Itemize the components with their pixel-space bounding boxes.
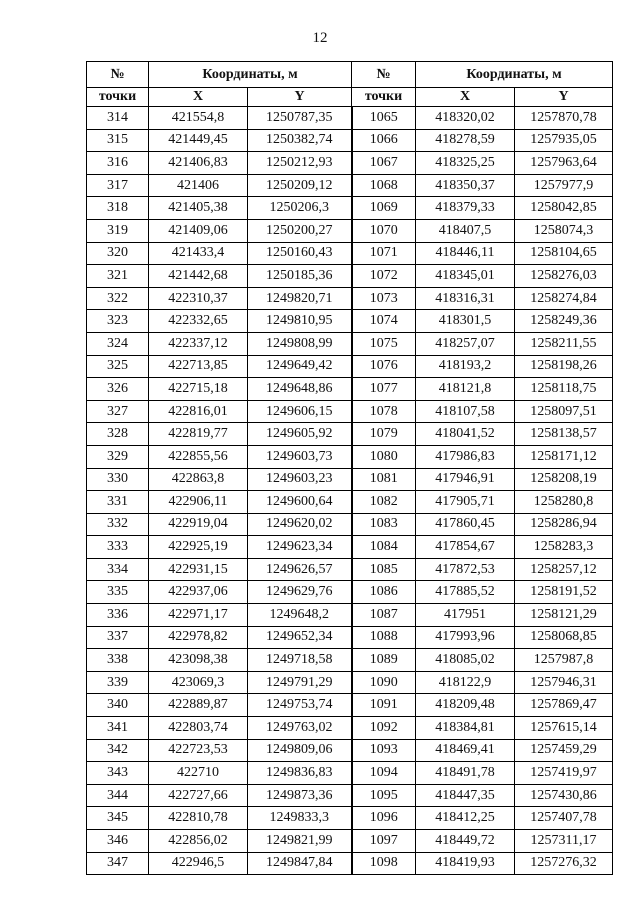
point-number-cell: 1084 — [352, 536, 416, 559]
x-coordinate-cell: 422710 — [149, 762, 248, 785]
y-coordinate-cell: 1249603,23 — [248, 468, 352, 491]
point-number-cell: 1090 — [352, 671, 416, 694]
x-coordinate-cell: 421405,38 — [149, 197, 248, 220]
y-coordinate-cell: 1257977,9 — [515, 174, 613, 197]
x-coordinate-cell: 418379,33 — [416, 197, 515, 220]
point-number-cell: 346 — [87, 830, 149, 853]
point-number-cell: 337 — [87, 626, 149, 649]
point-number-cell: 1095 — [352, 784, 416, 807]
point-number-cell: 1065 — [352, 107, 416, 130]
y-coordinate-cell: 1257870,78 — [515, 107, 613, 130]
x-coordinate-cell: 422946,5 — [149, 852, 248, 875]
point-number-cell: 319 — [87, 219, 149, 242]
x-coordinate-cell: 422723,53 — [149, 739, 248, 762]
x-coordinate-cell: 422863,8 — [149, 468, 248, 491]
table-row — [87, 174, 613, 197]
table-row — [87, 717, 613, 740]
point-number-cell: 1070 — [352, 219, 416, 242]
x-coordinate-cell: 422727,66 — [149, 784, 248, 807]
y-coordinate-cell: 1257276,32 — [515, 852, 613, 875]
x-header-right: X — [416, 88, 515, 107]
point-number-cell: 325 — [87, 355, 149, 378]
table-row — [87, 807, 613, 830]
y-coordinate-cell: 1250160,43 — [248, 242, 352, 265]
point-number-cell: 1098 — [352, 852, 416, 875]
coordinates-table — [86, 61, 613, 875]
table-row — [87, 581, 613, 604]
x-coordinate-cell: 418345,01 — [416, 265, 515, 288]
x-coordinate-cell: 418301,5 — [416, 310, 515, 333]
table-row — [87, 536, 613, 559]
x-coordinate-cell: 423069,3 — [149, 671, 248, 694]
point-number-cell: 324 — [87, 332, 149, 355]
x-coordinate-cell: 417854,67 — [416, 536, 515, 559]
x-coordinate-cell: 422906,11 — [149, 491, 248, 514]
x-coordinate-cell: 418469,41 — [416, 739, 515, 762]
point-number-cell: 344 — [87, 784, 149, 807]
point-number-cell: 1085 — [352, 558, 416, 581]
y-coordinate-cell: 1257419,97 — [515, 762, 613, 785]
point-number-cell: 322 — [87, 287, 149, 310]
table-row — [87, 830, 613, 853]
y-coordinate-cell: 1258257,12 — [515, 558, 613, 581]
y-coordinate-cell: 1257935,05 — [515, 129, 613, 152]
y-coordinate-cell: 1258198,26 — [515, 355, 613, 378]
point-number-cell: 1079 — [352, 423, 416, 446]
table-row — [87, 219, 613, 242]
x-coordinate-cell: 418041,52 — [416, 423, 515, 446]
table-row — [87, 762, 613, 785]
y-coordinate-cell: 1249605,92 — [248, 423, 352, 446]
point-number-cell: 1096 — [352, 807, 416, 830]
table-row — [87, 694, 613, 717]
y-coordinate-cell: 1258138,57 — [515, 423, 613, 446]
y-coordinate-cell: 1258274,84 — [515, 287, 613, 310]
x-coordinate-cell: 422925,19 — [149, 536, 248, 559]
y-coordinate-cell: 1250209,12 — [248, 174, 352, 197]
x-coordinate-cell: 418085,02 — [416, 649, 515, 672]
point-number-cell: 329 — [87, 445, 149, 468]
y-coordinate-cell: 1249652,34 — [248, 626, 352, 649]
x-coordinate-cell: 422816,01 — [149, 400, 248, 423]
point-number-cell: 1068 — [352, 174, 416, 197]
x-coordinate-cell: 422971,17 — [149, 604, 248, 627]
point-number-header-right: № — [352, 62, 416, 88]
point-number-cell: 330 — [87, 468, 149, 491]
y-coordinate-cell: 1249810,95 — [248, 310, 352, 333]
point-label-right: точки — [352, 88, 416, 107]
y-coordinate-cell: 1249606,15 — [248, 400, 352, 423]
x-coordinate-cell: 422819,77 — [149, 423, 248, 446]
x-coordinate-cell: 423098,38 — [149, 649, 248, 672]
point-number-cell: 1083 — [352, 513, 416, 536]
table-row — [87, 423, 613, 446]
table-row — [87, 152, 613, 175]
y-header-right: Y — [515, 88, 613, 107]
table-row — [87, 626, 613, 649]
y-coordinate-cell: 1250787,35 — [248, 107, 352, 130]
x-coordinate-cell: 417986,83 — [416, 445, 515, 468]
x-coordinate-cell: 421406 — [149, 174, 248, 197]
y-coordinate-cell: 1249873,36 — [248, 784, 352, 807]
x-coordinate-cell: 418325,25 — [416, 152, 515, 175]
point-number-cell: 1080 — [352, 445, 416, 468]
x-coordinate-cell: 418449,72 — [416, 830, 515, 853]
y-coordinate-cell: 1258042,85 — [515, 197, 613, 220]
point-number-cell: 339 — [87, 671, 149, 694]
y-coordinate-cell: 1249648,2 — [248, 604, 352, 627]
point-number-cell: 1074 — [352, 310, 416, 333]
table-row — [87, 513, 613, 536]
x-coordinate-cell: 417905,71 — [416, 491, 515, 514]
table-row — [87, 400, 613, 423]
y-coordinate-cell: 1258118,75 — [515, 378, 613, 401]
table-row — [87, 671, 613, 694]
point-number-cell: 1067 — [352, 152, 416, 175]
y-coordinate-cell: 1249600,64 — [248, 491, 352, 514]
y-coordinate-cell: 1258286,94 — [515, 513, 613, 536]
y-coordinate-cell: 1258276,03 — [515, 265, 613, 288]
y-coordinate-cell: 1249791,29 — [248, 671, 352, 694]
point-number-cell: 1082 — [352, 491, 416, 514]
y-coordinate-cell: 1249833,3 — [248, 807, 352, 830]
y-coordinate-cell: 1258211,55 — [515, 332, 613, 355]
point-number-header-left: № — [87, 62, 149, 88]
y-coordinate-cell: 1249626,57 — [248, 558, 352, 581]
table-row — [87, 355, 613, 378]
point-number-cell: 336 — [87, 604, 149, 627]
point-number-cell: 1089 — [352, 649, 416, 672]
y-coordinate-cell: 1249836,83 — [248, 762, 352, 785]
table-row — [87, 265, 613, 288]
y-coordinate-cell: 1249718,58 — [248, 649, 352, 672]
table-row — [87, 197, 613, 220]
table-row — [87, 558, 613, 581]
table-row — [87, 604, 613, 627]
y-header-left: Y — [248, 88, 352, 107]
y-coordinate-cell: 1258191,52 — [515, 581, 613, 604]
x-coordinate-cell: 421409,06 — [149, 219, 248, 242]
point-number-cell: 1093 — [352, 739, 416, 762]
x-coordinate-cell: 418209,48 — [416, 694, 515, 717]
x-coordinate-cell: 421406,83 — [149, 152, 248, 175]
x-coordinate-cell: 422978,82 — [149, 626, 248, 649]
y-coordinate-cell: 1257430,86 — [515, 784, 613, 807]
y-coordinate-cell: 1257946,31 — [515, 671, 613, 694]
x-coordinate-cell: 422337,12 — [149, 332, 248, 355]
x-coordinate-cell: 422332,65 — [149, 310, 248, 333]
y-coordinate-cell: 1258121,29 — [515, 604, 613, 627]
table-row — [87, 310, 613, 333]
x-coordinate-cell: 421554,8 — [149, 107, 248, 130]
x-coordinate-cell: 418107,58 — [416, 400, 515, 423]
point-number-cell: 1091 — [352, 694, 416, 717]
point-number-cell: 328 — [87, 423, 149, 446]
x-coordinate-cell: 418412,25 — [416, 807, 515, 830]
coordinates-header-left: Координаты, м — [149, 62, 352, 88]
x-coordinate-cell: 422713,85 — [149, 355, 248, 378]
point-number-cell: 1088 — [352, 626, 416, 649]
table-row — [87, 784, 613, 807]
point-number-cell: 327 — [87, 400, 149, 423]
x-coordinate-cell: 418257,07 — [416, 332, 515, 355]
table-row — [87, 107, 613, 130]
x-coordinate-cell: 418122,9 — [416, 671, 515, 694]
point-number-cell: 331 — [87, 491, 149, 514]
table-row — [87, 649, 613, 672]
x-coordinate-cell: 421449,45 — [149, 129, 248, 152]
x-coordinate-cell: 422803,74 — [149, 717, 248, 740]
x-coordinate-cell: 417951 — [416, 604, 515, 627]
y-coordinate-cell: 1258280,8 — [515, 491, 613, 514]
x-coordinate-cell: 418446,11 — [416, 242, 515, 265]
x-coordinate-cell: 418316,31 — [416, 287, 515, 310]
x-coordinate-cell: 417993,96 — [416, 626, 515, 649]
y-coordinate-cell: 1257459,29 — [515, 739, 613, 762]
point-number-cell: 1072 — [352, 265, 416, 288]
x-coordinate-cell: 421442,68 — [149, 265, 248, 288]
table-row — [87, 378, 613, 401]
x-coordinate-cell: 418447,35 — [416, 784, 515, 807]
y-coordinate-cell: 1250212,93 — [248, 152, 352, 175]
x-coordinate-cell: 418491,78 — [416, 762, 515, 785]
point-number-cell: 1069 — [352, 197, 416, 220]
y-coordinate-cell: 1249820,71 — [248, 287, 352, 310]
x-coordinate-cell: 418407,5 — [416, 219, 515, 242]
x-coordinate-cell: 422310,37 — [149, 287, 248, 310]
y-coordinate-cell: 1250382,74 — [248, 129, 352, 152]
point-number-cell: 338 — [87, 649, 149, 672]
page-number: 12 — [312, 30, 328, 46]
y-coordinate-cell: 1249808,99 — [248, 332, 352, 355]
table-row — [87, 491, 613, 514]
x-coordinate-cell: 417946,91 — [416, 468, 515, 491]
coordinates-header-right: Координаты, м — [416, 62, 613, 88]
x-coordinate-cell: 422937,06 — [149, 581, 248, 604]
y-coordinate-cell: 1258208,19 — [515, 468, 613, 491]
point-number-cell: 318 — [87, 197, 149, 220]
point-label-left: точки — [87, 88, 149, 107]
point-number-cell: 326 — [87, 378, 149, 401]
x-coordinate-cell: 422919,04 — [149, 513, 248, 536]
y-coordinate-cell: 1257311,17 — [515, 830, 613, 853]
y-coordinate-cell: 1250200,27 — [248, 219, 352, 242]
x-coordinate-cell: 418320,02 — [416, 107, 515, 130]
point-number-cell: 1094 — [352, 762, 416, 785]
y-coordinate-cell: 1249821,99 — [248, 830, 352, 853]
point-number-cell: 314 — [87, 107, 149, 130]
x-coordinate-cell: 422931,15 — [149, 558, 248, 581]
y-coordinate-cell: 1250185,36 — [248, 265, 352, 288]
y-coordinate-cell: 1257869,47 — [515, 694, 613, 717]
point-number-cell: 347 — [87, 852, 149, 875]
point-number-cell: 317 — [87, 174, 149, 197]
y-coordinate-cell: 1249753,74 — [248, 694, 352, 717]
y-coordinate-cell: 1257407,78 — [515, 807, 613, 830]
y-coordinate-cell: 1258171,12 — [515, 445, 613, 468]
point-number-cell: 343 — [87, 762, 149, 785]
x-coordinate-cell: 417872,53 — [416, 558, 515, 581]
point-number-cell: 316 — [87, 152, 149, 175]
point-number-cell: 1092 — [352, 717, 416, 740]
point-number-cell: 1076 — [352, 355, 416, 378]
table-row — [87, 739, 613, 762]
table-row — [87, 287, 613, 310]
x-coordinate-cell: 422810,78 — [149, 807, 248, 830]
x-coordinate-cell: 418193,2 — [416, 355, 515, 378]
table-row — [87, 332, 613, 355]
y-coordinate-cell: 1257615,14 — [515, 717, 613, 740]
y-coordinate-cell: 1249620,02 — [248, 513, 352, 536]
y-coordinate-cell: 1258104,65 — [515, 242, 613, 265]
point-number-cell: 1071 — [352, 242, 416, 265]
point-number-cell: 1077 — [352, 378, 416, 401]
x-coordinate-cell: 418121,8 — [416, 378, 515, 401]
y-coordinate-cell: 1249629,76 — [248, 581, 352, 604]
point-number-cell: 340 — [87, 694, 149, 717]
point-number-cell: 323 — [87, 310, 149, 333]
point-number-cell: 315 — [87, 129, 149, 152]
table-row — [87, 852, 613, 875]
table-row — [87, 445, 613, 468]
point-number-cell: 1066 — [352, 129, 416, 152]
x-coordinate-cell: 418278,59 — [416, 129, 515, 152]
point-number-cell: 1081 — [352, 468, 416, 491]
table-row — [87, 242, 613, 265]
y-coordinate-cell: 1258283,3 — [515, 536, 613, 559]
point-number-cell: 332 — [87, 513, 149, 536]
y-coordinate-cell: 1257987,8 — [515, 649, 613, 672]
y-coordinate-cell: 1257963,64 — [515, 152, 613, 175]
y-coordinate-cell: 1258074,3 — [515, 219, 613, 242]
x-coordinate-cell: 417885,52 — [416, 581, 515, 604]
table-row — [87, 468, 613, 491]
table-row — [87, 129, 613, 152]
x-coordinate-cell: 422715,18 — [149, 378, 248, 401]
point-number-cell: 1097 — [352, 830, 416, 853]
x-coordinate-cell: 421433,4 — [149, 242, 248, 265]
x-coordinate-cell: 417860,45 — [416, 513, 515, 536]
y-coordinate-cell: 1249847,84 — [248, 852, 352, 875]
coordinates-table-body — [87, 107, 613, 875]
point-number-cell: 1073 — [352, 287, 416, 310]
point-number-cell: 321 — [87, 265, 149, 288]
y-coordinate-cell: 1258068,85 — [515, 626, 613, 649]
x-coordinate-cell: 422856,02 — [149, 830, 248, 853]
point-number-cell: 1087 — [352, 604, 416, 627]
point-number-cell: 335 — [87, 581, 149, 604]
y-coordinate-cell: 1249649,42 — [248, 355, 352, 378]
point-number-cell: 341 — [87, 717, 149, 740]
x-header-left: X — [149, 88, 248, 107]
y-coordinate-cell: 1249603,73 — [248, 445, 352, 468]
point-number-cell: 342 — [87, 739, 149, 762]
point-number-cell: 334 — [87, 558, 149, 581]
y-coordinate-cell: 1258249,36 — [515, 310, 613, 333]
point-number-cell: 1086 — [352, 581, 416, 604]
x-coordinate-cell: 418384,81 — [416, 717, 515, 740]
x-coordinate-cell: 422855,56 — [149, 445, 248, 468]
x-coordinate-cell: 418350,37 — [416, 174, 515, 197]
y-coordinate-cell: 1258097,51 — [515, 400, 613, 423]
point-number-cell: 1078 — [352, 400, 416, 423]
y-coordinate-cell: 1249809,06 — [248, 739, 352, 762]
point-number-cell: 345 — [87, 807, 149, 830]
y-coordinate-cell: 1249763,02 — [248, 717, 352, 740]
point-number-cell: 320 — [87, 242, 149, 265]
point-number-cell: 1075 — [352, 332, 416, 355]
x-coordinate-cell: 422889,87 — [149, 694, 248, 717]
point-number-cell: 333 — [87, 536, 149, 559]
y-coordinate-cell: 1250206,3 — [248, 197, 352, 220]
x-coordinate-cell: 418419,93 — [416, 852, 515, 875]
y-coordinate-cell: 1249648,86 — [248, 378, 352, 401]
y-coordinate-cell: 1249623,34 — [248, 536, 352, 559]
